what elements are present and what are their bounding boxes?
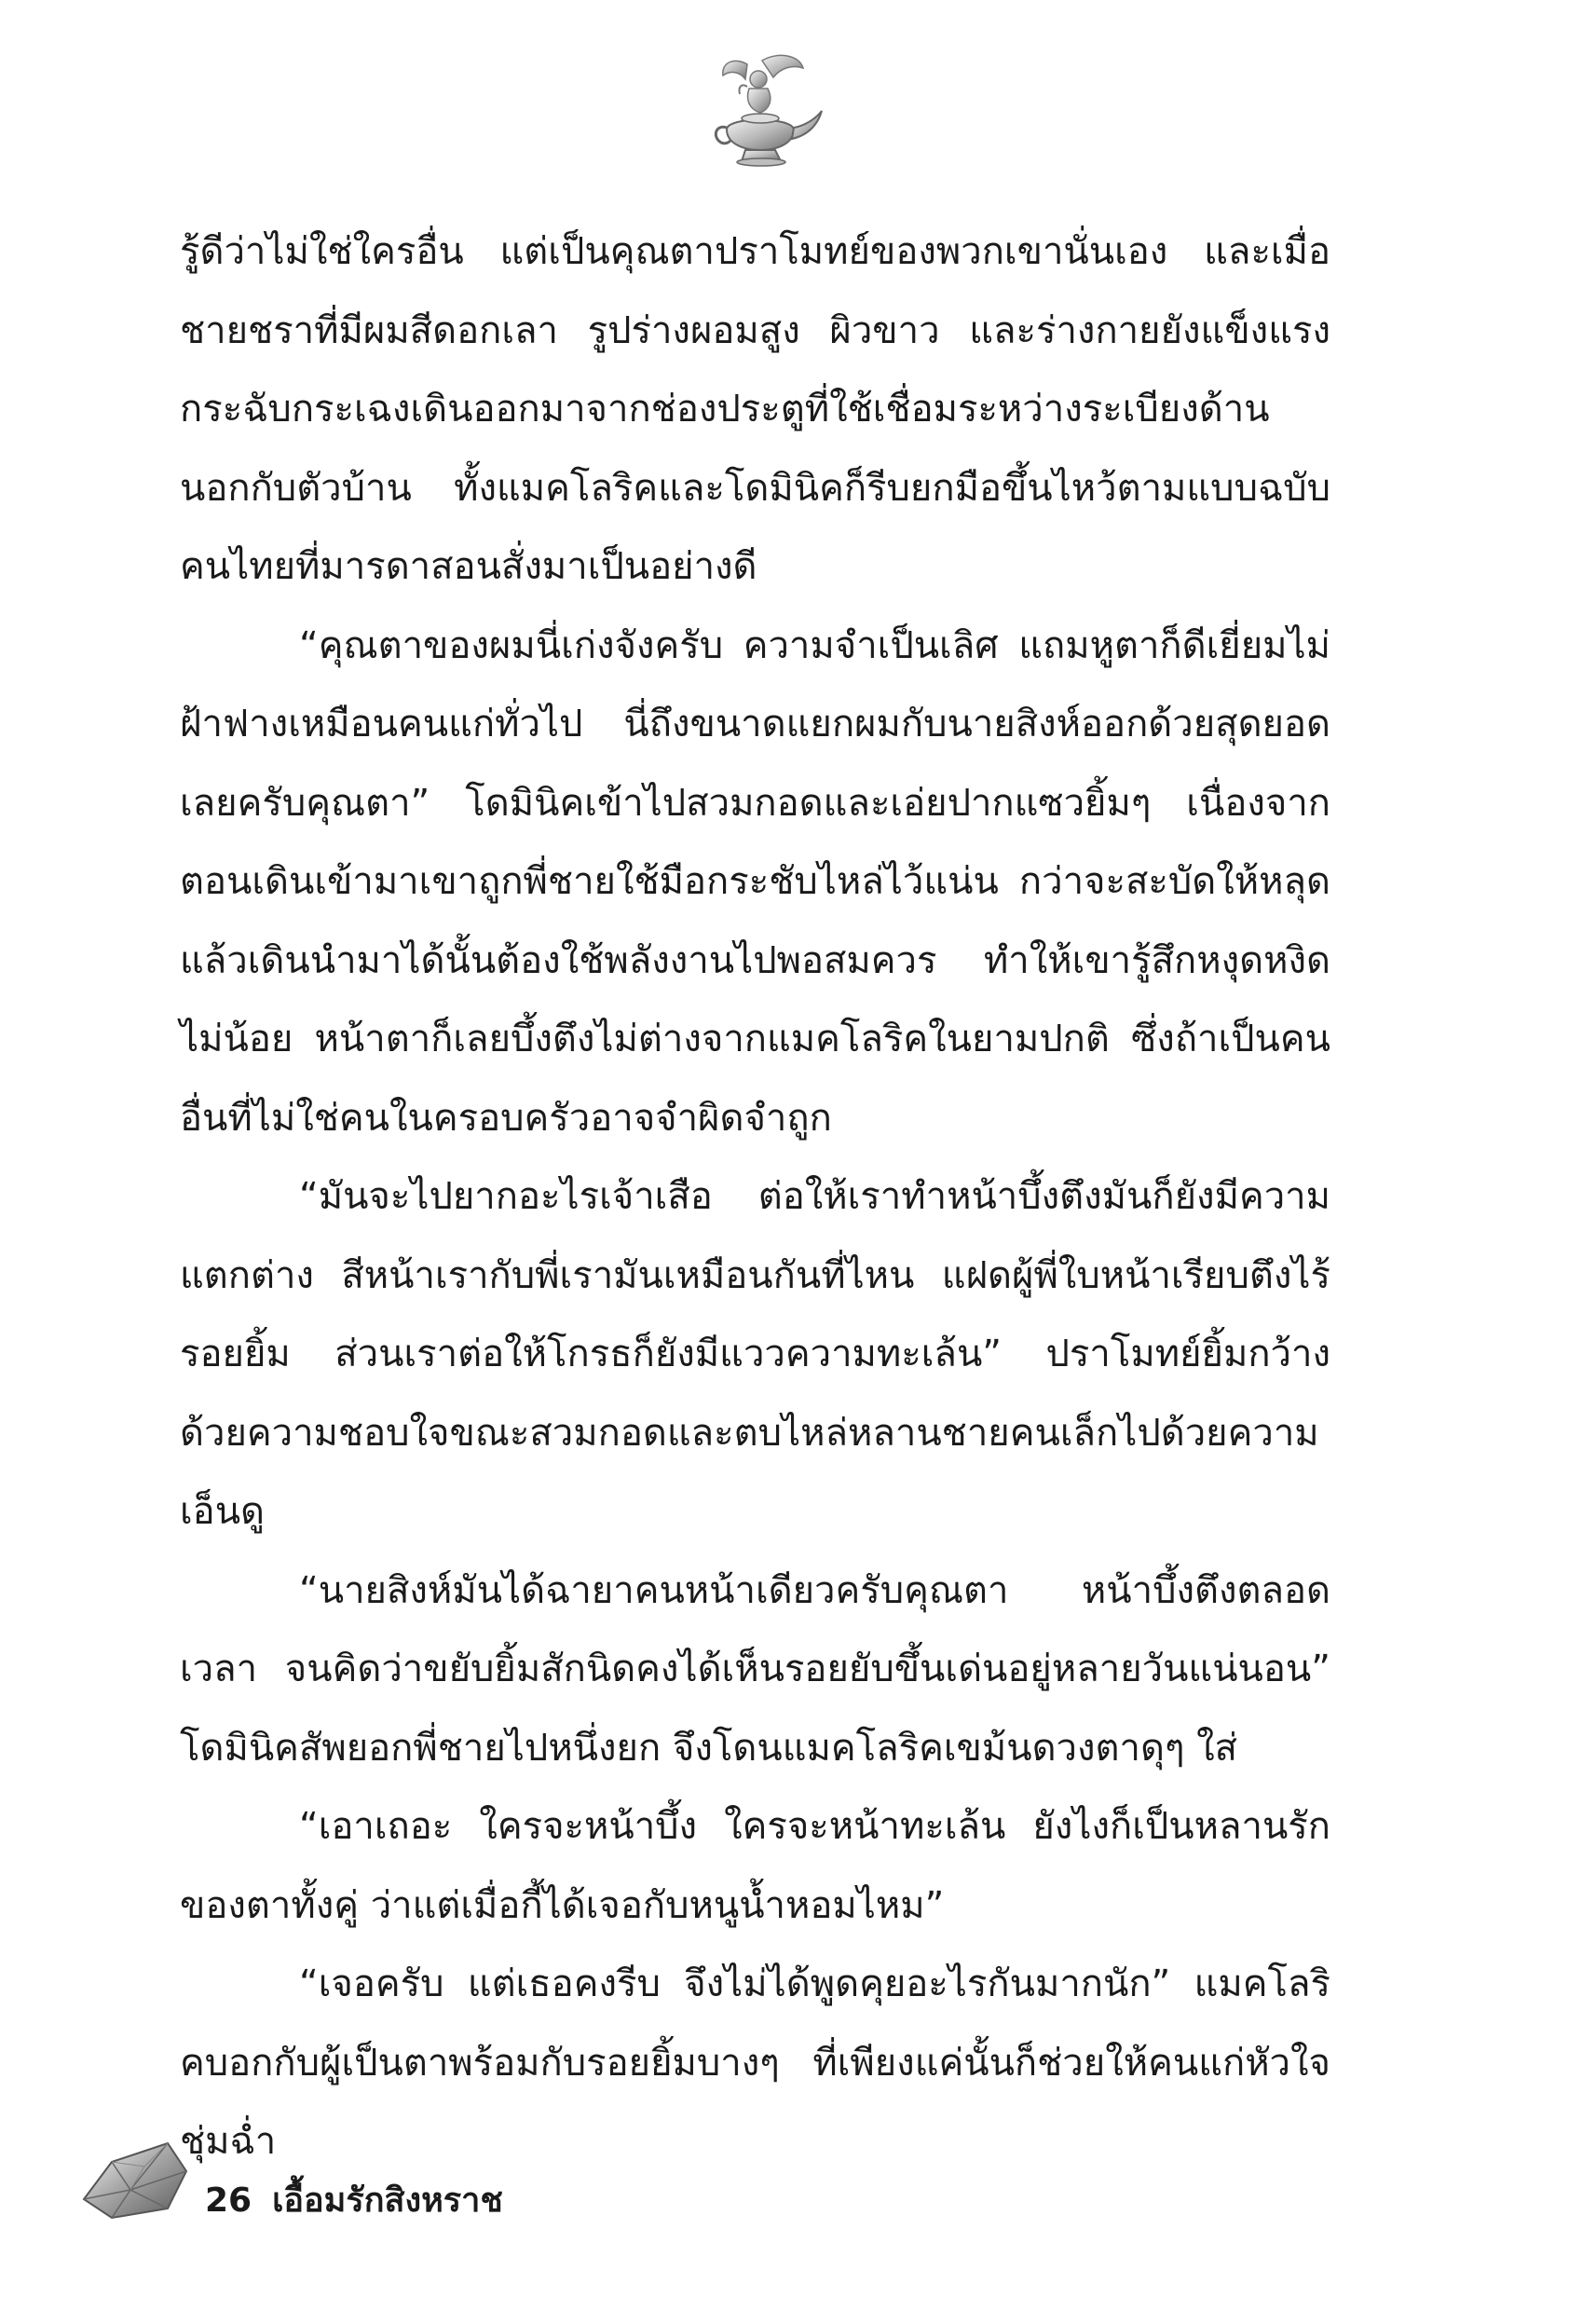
- footer-text: [205, 2173, 503, 2226]
- paragraph: “คุณตาของผมนี่เก่งจังครับ ความจำเป็นเลิศ แถมหูตาก็ดีเยี่ยมไม่ฝ้าฟางเหมือนคนแก่ทั่วไป นี่ถึงขนาดแยกผมกับนายสิงห์ออกด้วยสุดยอดเลยครับคุณตา” โดมินิคเข้าไปสวมกอดและเอ่ยปากแซวยิ้มๆ เนื่องจากตอนเดินเข้ามาเขาถูกพี่ชายใช้มือกระชับไหล่ไว้แน่น กว่าจะสะบัดให้หลุดแล้วเดินนำมาได้นั้นต้องใช้พลังงานไปพอสมควร ทำให้เขารู้สึกหงุดหงิดไม่น้อย หน้าตาก็เลยบึ้งตึงไม่ต่างจากแมคโลริคในยามปกติ ซึ่งถ้าเป็นคนอื่นที่ไม่ใช่คนในครอบครัวอาจจำผิดจำถูก: [180, 623, 1330, 1140]
- page-footer: [75, 2125, 727, 2227]
- paragraph: “มันจะไปยากอะไรเจ้าเสือ ต่อให้เราทำหน้าบึ้งตึงมันก็ยังมีความแตกต่าง สีหน้าเรากับพี่เรามันเหมือนกันที่ไหน แฝดผู้พี่ใบหน้าเรียบตึงไร้รอยยิ้ม ส่วนเราต่อให้โกรธก็ยังมีแววความทะเล้น” ปราโมทย์ยิ้มกว้างด้วยความชอบใจขณะสวมกอดและตบไหล่หลานชายคนเล็กไปด้วยความเอ็นดู: [180, 1175, 1330, 1533]
- paragraph: “นายสิงห์มันได้ฉายาคนหน้าเดียวครับคุณตา หน้าบึ้งตึงตลอดเวลา จนคิดว่าขยับยิ้มสักนิดคงได้เห็นรอยยับขึ้นเด่นอยู่หลายวันแน่นอน” โดมินิคสัพยอกพี่ชายไปหนึ่งยก จึงโดนแมคโลริคเขม้นดวงตาดุๆ ใส่: [180, 1568, 1330, 1770]
- diamond-icon: [75, 2125, 196, 2227]
- body-text: [180, 212, 1330, 2181]
- paragraph: รู้ดีว่าไม่ใช่ใครอื่น แต่เป็นคุณตาปราโมทย์ของพวกเขานั่นเอง และเมื่อชายชราที่มีผมสีดอกเลา รูปร่างผอมสูง ผิวขาว และร่างกายยังแข็งแรงกระฉับกระเฉงเดินออกมาจากช่องประตูที่ใช้เชื่อมระหว่างระเบียงด้านนอกกับตัวบ้าน ทั้งแมคโลริคและโดมินิคก็รีบยกมือขึ้นไหว้ตามแบบฉบับคนไทยที่มารดาสอนสั่งมาเป็นอย่างดี: [180, 230, 1330, 588]
- cherub-on-lamp-icon: [689, 51, 829, 172]
- paragraph: “เอาเถอะ ใครจะหน้าบึ้ง ใครจะหน้าทะเล้น ยังไงก็เป็นหลานรักของตาทั้งคู่ ว่าแต่เมื่อกี้ได้เจอกับหนูน้ำหอมไหม”: [180, 1805, 1330, 1927]
- paragraph: “เจอครับ แต่เธอคงรีบ จึงไม่ได้พูดคุยอะไรกันมากนัก” แมคโลริคบอกกับผู้เป็นตาพร้อมกับรอยยิ้มบางๆ ที่เพียงแค่นั้นก็ช่วยให้คนแก่หัวใจชุ่มฉ่ำ: [180, 1962, 1330, 2163]
- page-number: 26: [205, 2181, 252, 2220]
- book-title: เอื้อมรักสิงหราช: [272, 2181, 503, 2220]
